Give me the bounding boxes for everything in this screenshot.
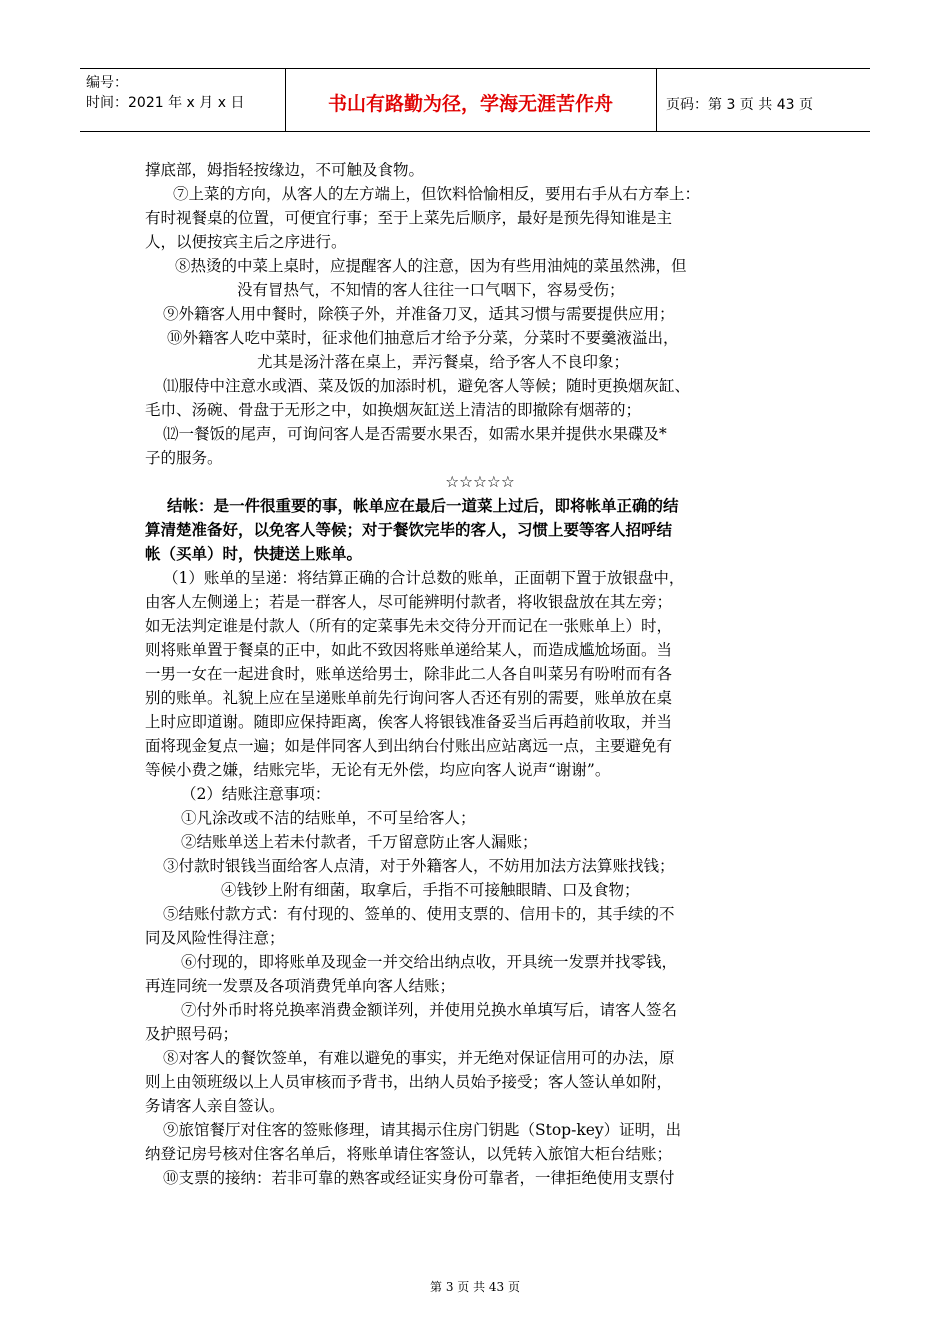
text-line: 再连同统一发票及各项消费凭单向客人结账； bbox=[145, 977, 456, 995]
doc-number-label: 编号： bbox=[86, 75, 128, 91]
text-line: 一男一女在一起进食时，账单送给男士，除非此二人各自叫菜另有吩咐而有各 bbox=[145, 665, 673, 683]
text-line: ④钱钞上附有细菌，取拿后，手指不可接触眼睛、口及食物； bbox=[221, 881, 640, 899]
text-line: 务请客人亲自签认。 bbox=[145, 1097, 285, 1115]
text-line: ⑥付现的，即将账单及现金一并交给出纳点收，开具统一发票并找零钱， bbox=[181, 953, 678, 971]
text-line: 人，以便按宾主后之序进行。 bbox=[145, 233, 347, 251]
text-line: ⑦付外币时将兑换率消费金额详列，并使用兑换水单填写后，请客人签名 bbox=[181, 1001, 678, 1019]
text-line: 结帐：是一件很重要的事，帐单应在最后一道菜上过后，即将帐单正确的结 bbox=[167, 496, 679, 515]
text-line: ⑨外籍客人用中餐时，除筷子外，并准备刀叉，适其习惯与需要提供应用； bbox=[163, 305, 675, 323]
text-line: 面将现金复点一遍；如是伴同客人到出纳台付账出应站离远一点，主要避免有 bbox=[145, 737, 673, 755]
text-line: 尤其是汤汁落在桌上，弄污餐桌，给予客人不良印象； bbox=[257, 353, 630, 371]
text-line: ⑦上菜的方向，从客人的左方端上，但饮料恰愉相反，要用右手从右方奉上： bbox=[173, 185, 701, 203]
text-line: 子的服务。 bbox=[145, 449, 223, 467]
text-line: 同及风险性得注意； bbox=[145, 929, 285, 947]
text-line: 有时视餐桌的位置，可便宜行事；至于上菜先后顺序，最好是预先得知谁是主 bbox=[145, 209, 673, 227]
page-footer: 第 3 页 共 43 页 bbox=[430, 1280, 520, 1294]
text-line: 没有冒热气，不知情的客人往往一口气咽下，容易受伤； bbox=[237, 281, 625, 299]
text-line: 如无法判定谁是付款人（所有的定菜事先未交待分开而记在一张账单上）时， bbox=[145, 617, 673, 635]
text-line: 则将账单置于餐桌的正中，如此不致因将账单递给某人，而造成尴尬场面。当 bbox=[145, 641, 673, 659]
page-header bbox=[80, 68, 870, 132]
text-line: ⑩支票的接纳：若非可靠的熟客或经证实身份可靠者，一律拒绝使用支票付 bbox=[163, 1169, 675, 1187]
text-line: 别的账单。礼貌上应在呈递账单前先行询问客人否还有别的需要，账单放在桌 bbox=[145, 689, 673, 707]
text-line: 则上由领班级以上人员审核而予背书，出纳人员始予接受；客人签认单如附， bbox=[145, 1073, 673, 1091]
text-line: ①凡涂改或不洁的结账单，不可呈给客人； bbox=[181, 809, 476, 827]
text-line: ③付款时银钱当面给客人点清，对于外籍客人，不妨用加法方法算账找钱； bbox=[163, 857, 675, 875]
text-line: ⑿一餐饭的尾声，可询问客人是否需要水果否，如需水果并提供水果碟及* bbox=[163, 425, 667, 443]
header-info bbox=[86, 73, 286, 113]
doc-date-label: 时间：2021 年 x 月 x 日 bbox=[86, 95, 245, 111]
header-motto: 书山有路勤为径，学海无涯苦作舟 bbox=[327, 93, 613, 115]
section-separator: ☆☆☆☆☆ bbox=[445, 473, 515, 491]
text-line: ⑨旅馆餐厅对住客的签账修理，请其揭示住房门钥匙（Stop-key）证明，出 bbox=[163, 1121, 682, 1139]
text-line: ⑾服侍中注意水或酒、菜及饭的加添时机，避免客人等候；随时更换烟灰缸、 bbox=[163, 377, 691, 395]
text-line: 撑底部，姆指轻按缘边，不可触及食物。 bbox=[145, 161, 425, 179]
text-line: （2）结账注意事项： bbox=[181, 785, 331, 803]
text-line: ⑧对客人的餐饮签单，有难以避免的事实，并无绝对保证信用可的办法，原 bbox=[163, 1049, 675, 1067]
header-divider bbox=[656, 69, 657, 131]
text-line: 帐（买单）时，快捷送上账单。 bbox=[145, 544, 363, 563]
text-line: 毛巾、汤碗、骨盘于无形之中，如换烟灰缸送上清洁的即撤除有烟蒂的； bbox=[145, 401, 642, 419]
text-line: 及护照号码； bbox=[145, 1025, 239, 1043]
text-line: 等候小费之嫌，结账完毕，无论有无外偿，均应向客人说声“谢谢”。 bbox=[145, 761, 611, 779]
text-line: 算清楚准备好，以免客人等候；对于餐饮完毕的客人，习惯上要等客人招呼结 bbox=[145, 520, 673, 539]
text-line: ②结账单送上若未付款者，千万留意防止客人漏账； bbox=[181, 833, 538, 851]
header-page-number: 页码：第 3 页 共 43 页 bbox=[666, 97, 813, 113]
text-line: 上时应即道谢。随即应保持距离，俟客人将银钱准备妥当后再趋前收取，并当 bbox=[145, 713, 673, 731]
text-line: 由客人左侧递上；若是一群客人，尽可能辨明付款者，将收银盘放在其左旁； bbox=[145, 593, 673, 611]
document-body bbox=[145, 158, 815, 1190]
text-line: ⑤结账付款方式：有付现的、签单的、使用支票的、信用卡的，其手续的不 bbox=[163, 905, 675, 923]
text-line: 纳登记房号核对住客名单后，将账单请住客签认，以凭转入旅馆大柜台结账； bbox=[145, 1145, 673, 1163]
text-line: ⑩外籍客人吃中菜时，征求他们抽意后才给予分菜，分菜时不要羹液溢出， bbox=[167, 329, 679, 347]
text-line: （1）账单的呈递：将结算正确的合计总数的账单，正面朝下置于放银盘中， bbox=[163, 569, 685, 587]
text-line: ⑧热烫的中菜上桌时，应提醒客人的注意，因为有些用油炖的菜虽然沸，但 bbox=[175, 257, 687, 275]
